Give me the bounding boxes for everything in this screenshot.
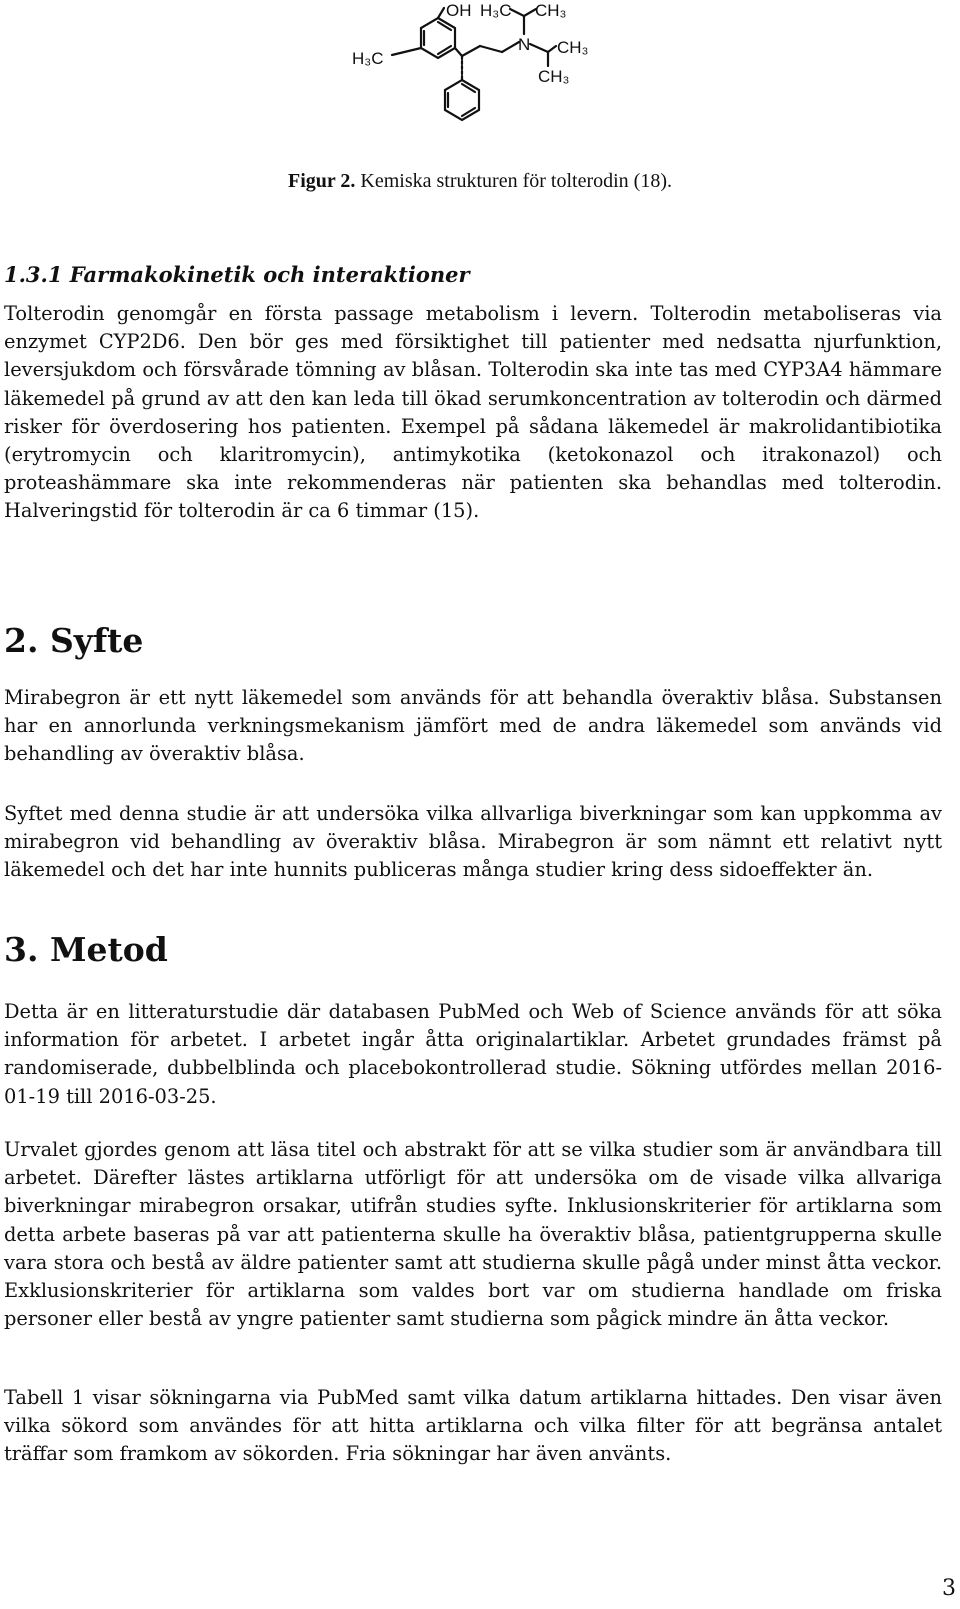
atom-ch3-bottom: CH₃ (538, 67, 570, 86)
paragraph-metod-3: Tabell 1 visar sökningarna via PubMed samt vilka datum artiklarna hittades. Den visar även vilka sökord som användes för att hitta artiklarna och vilka filter för att begränsa antalet träffar som framkom av sökorden. Fria sökningar har även använts. (4, 1386, 942, 1466)
atom-ch3-top: CH₃ (535, 1, 567, 20)
paragraph-metod-1: Detta är en litteraturstudie där databasen PubMed och Web of Science används för att söka information för arbetet. I arbetet ingår åtta originalartiklar. Arbetet grundades främst på randomiserade, dubbelblinda och placebokontrollerad studie. Sökning utfördes mellan 2016-01-19 till 2016-03-25. (4, 1000, 942, 1108)
atom-n: N (518, 35, 531, 54)
atom-ch3-right: CH₃ (557, 38, 589, 57)
page-number: 3 (942, 1576, 956, 1601)
aromatic-ring-top (421, 18, 455, 58)
chemical-structure-figure (330, 0, 630, 142)
paragraph-farmakokinetik: Tolterodin genomgår en första passage metabolism i levern. Tolterodin metaboliseras via enzymet CYP2D6. Den bör ges med försiktighet till patienter med nedsatta njurfunktion, leversjukdom och försvårade tömning av blåsan. Tolterodin ska inte tas med CYP3A4 hämmare läkemedel på grund av att den kan leda till ökad serumkoncentration av tolterodin och därmed risker för överdosering hos patienten. Exempel på sådana läkemedel är makrolidantibiotika (erytromycin och klaritromycin), antimykotika (ketokonazol och itrakonazol) och proteashämmare ska inte rekommenderas när patienten ska behandlas med tolterodin. Halveringstid för tolterodin är ca 6 timmar (15). (4, 302, 942, 523)
atom-oh: OH (446, 1, 472, 20)
paragraph-syfte-2: Syftet med denna studie är att undersöka vilka allvarliga biverkningar som kan uppkomma av mirabegron vid behandling av överaktiv blåsa. Mirabegron är som nämnt ett relativt nytt läkemedel och det har inte hunnits publiceras många studier kring dess sidoeffekter än. (4, 802, 942, 882)
subsection-heading-farmakokinetik: 1.3.1 Farmakokinetik och interaktioner (4, 262, 470, 287)
section-heading-metod: 3. Metod (4, 930, 168, 969)
figure-caption-label: Figur 2. (287, 170, 356, 192)
figure-caption (0, 170, 960, 193)
phenyl-ring (445, 80, 479, 120)
figure-caption-text: Kemiska strukturen för tolterodin (18). (360, 170, 672, 192)
section-heading-syfte: 2. Syfte (4, 621, 144, 660)
atom-h3c-top: H₃C (480, 1, 512, 20)
paragraph-syfte-1: Mirabegron är ett nytt läkemedel som används för att behandla överaktiv blåsa. Substansen har en annorlunda verkningsmekanism jämfört med de andra läkemedel som används vid behandling av överaktiv blåsa. (4, 686, 942, 766)
paragraph-metod-2: Urvalet gjordes genom att läsa titel och abstrakt för att se vilka studier som är användbara till arbetet. Därefter lästes artiklarna utförligt för att undersöka om de visade vilka allvariga biverkningar mirabegron orsakar, utifrån studies syfte. Inklusionskriterier för artiklarna som detta arbete baseras på var att patienterna skulle ha överaktiv blåsa, patientgrupperna skulle vara stora och bestå av äldre patienter samt att studierna skulle pågå under minst åtta veckor. Exklusionskriterier för artiklarna som valdes bort var om studierna handlade om friska personer eller bestå av yngre patienter samt studierna som pågick mindre än åtta veckor. (4, 1138, 942, 1331)
atom-h3c-left: H₃C (352, 49, 384, 68)
